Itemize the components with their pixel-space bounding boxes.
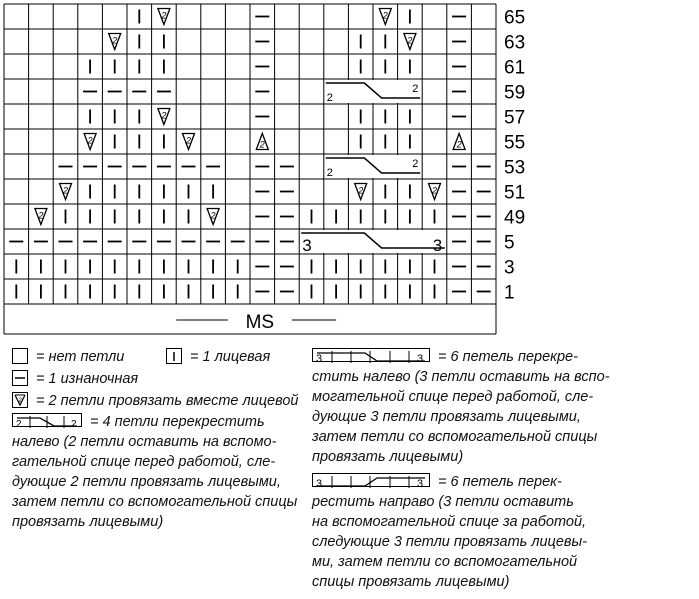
- legend-cable6-right-line-5: спицы провязать лицевыми): [312, 574, 510, 590]
- decrease-number: 2: [210, 210, 216, 221]
- cable6-right-icon: [312, 473, 430, 487]
- legend-cable6-right-line-2: на вспомогательной спице за работой,: [312, 514, 587, 530]
- cable6-left-num-right: 3: [417, 353, 424, 363]
- row-number-label: 51: [504, 182, 526, 204]
- purl-stitch-icon: [12, 370, 28, 386]
- knit-stitch-icon: [166, 348, 182, 364]
- cable-number-right: 3: [432, 236, 443, 255]
- k2tog-icon: [12, 392, 28, 408]
- cable6-right-num-left: 3: [316, 478, 323, 488]
- legend-cable6-left-line-5: провязать лицевыми): [312, 449, 464, 465]
- legend-cable4-line-5: провязать лицевыми): [12, 514, 164, 530]
- footer-label: MS: [245, 312, 275, 333]
- legend-cable6-left-line-1: стить налево (3 петли оставить на вспо-: [312, 369, 610, 385]
- cable-number-right: 2: [412, 83, 419, 95]
- row-number-label: 63: [504, 32, 526, 54]
- row-number-label: 5: [504, 232, 515, 254]
- legend-no-stitch-text: = нет петли: [36, 349, 125, 365]
- legend-no-stitch: [12, 347, 124, 367]
- empty-cell-icon: [12, 348, 28, 364]
- cable6-left-num-left: 3: [316, 353, 323, 363]
- legend-purl: [12, 369, 138, 389]
- legend-cable4-line-0: [12, 412, 297, 432]
- legend-cable6-right-line-1: рестить направо (3 петли оставить: [312, 494, 574, 510]
- legend-k2tog: [12, 391, 298, 411]
- legend-cable6-left-text-0: = 6 петель перекре-: [438, 349, 578, 365]
- cable-number-right: 2: [412, 158, 419, 170]
- cable6-left-icon: [312, 348, 430, 362]
- row-number-label: 3: [504, 257, 515, 279]
- decrease-number: 2: [358, 185, 364, 196]
- cable-number-left: 2: [326, 167, 333, 179]
- svg-text:2: 2: [18, 398, 22, 404]
- decrease-number: 2: [185, 135, 192, 146]
- decrease-number: 2: [62, 185, 69, 196]
- row-number-label: 57: [504, 107, 526, 129]
- decrease-number: 2: [382, 10, 388, 21]
- row-number-label: 61: [504, 57, 526, 79]
- legend-cable6-right: [312, 472, 587, 592]
- cable-number-left: 3: [302, 236, 312, 255]
- cable4-icon: [12, 413, 82, 427]
- legend-k2tog-text: = 2 петли провязать вместе лицевой: [36, 393, 299, 409]
- decrease-number: 2: [431, 185, 438, 196]
- legend-cable6-left-line-2: могательной спице перед работой, сле-: [312, 389, 594, 405]
- row-number-label: 59: [504, 82, 526, 104]
- legend-cable6-left-line-0: [312, 347, 610, 367]
- legend-cable6-left-line-4: затем петли со вспомогательной спицы: [312, 429, 598, 445]
- decrease-number: 2: [112, 35, 118, 46]
- decrease-number: 2: [161, 10, 167, 21]
- cable-number-left: 2: [326, 92, 333, 104]
- row-number-label: 53: [504, 157, 526, 179]
- row-number-label: 49: [504, 207, 526, 229]
- decrease-number: 2: [259, 139, 265, 150]
- legend-cable6-left-line-3: дующие 3 петли провязать лицевыми,: [312, 409, 581, 425]
- legend-cable4: [12, 412, 297, 532]
- legend-purl-text: = 1 изнаночная: [36, 371, 139, 387]
- decrease-number: 2: [456, 139, 462, 150]
- legend-cable6-right-text-0: = 6 петель перек-: [438, 474, 562, 490]
- legend-cable4-line-4: затем петли со вспомогательной спицы: [12, 494, 298, 510]
- legend-cable6-left: [312, 347, 610, 467]
- legend-knit: [166, 347, 270, 367]
- cable6-right-num-right: 3: [417, 478, 424, 488]
- legend-cable6-right-line-0: [312, 472, 587, 492]
- legend-cable4-text-0: = 4 петли перекрестить: [90, 414, 265, 430]
- cable4-num-left: 2: [16, 419, 22, 428]
- legend-cable6-right-line-3: следующие 3 петли провязать лицевы-: [312, 534, 587, 550]
- decrease-number: 2: [87, 135, 93, 146]
- decrease-number: 2: [407, 35, 413, 46]
- legend-cable4-line-2: гательной спице перед работой, сле-: [12, 454, 276, 470]
- legend-cable4-line-3: дующие 2 петли провязать лицевыми,: [12, 474, 281, 490]
- cable4-num-right: 2: [71, 419, 77, 428]
- legend-cable6-right-line-4: ми, затем петли со вспомогательной: [312, 554, 578, 570]
- row-number-label: 65: [504, 7, 526, 29]
- decrease-number: 2: [38, 210, 44, 221]
- legend-knit-text: = 1 лицевая: [190, 349, 271, 365]
- decrease-number: 2: [161, 110, 167, 121]
- row-number-label: 1: [504, 282, 515, 304]
- legend-cable4-line-1: налево (2 петли оставить на вспомо-: [12, 434, 277, 450]
- row-number-label: 55: [504, 132, 526, 154]
